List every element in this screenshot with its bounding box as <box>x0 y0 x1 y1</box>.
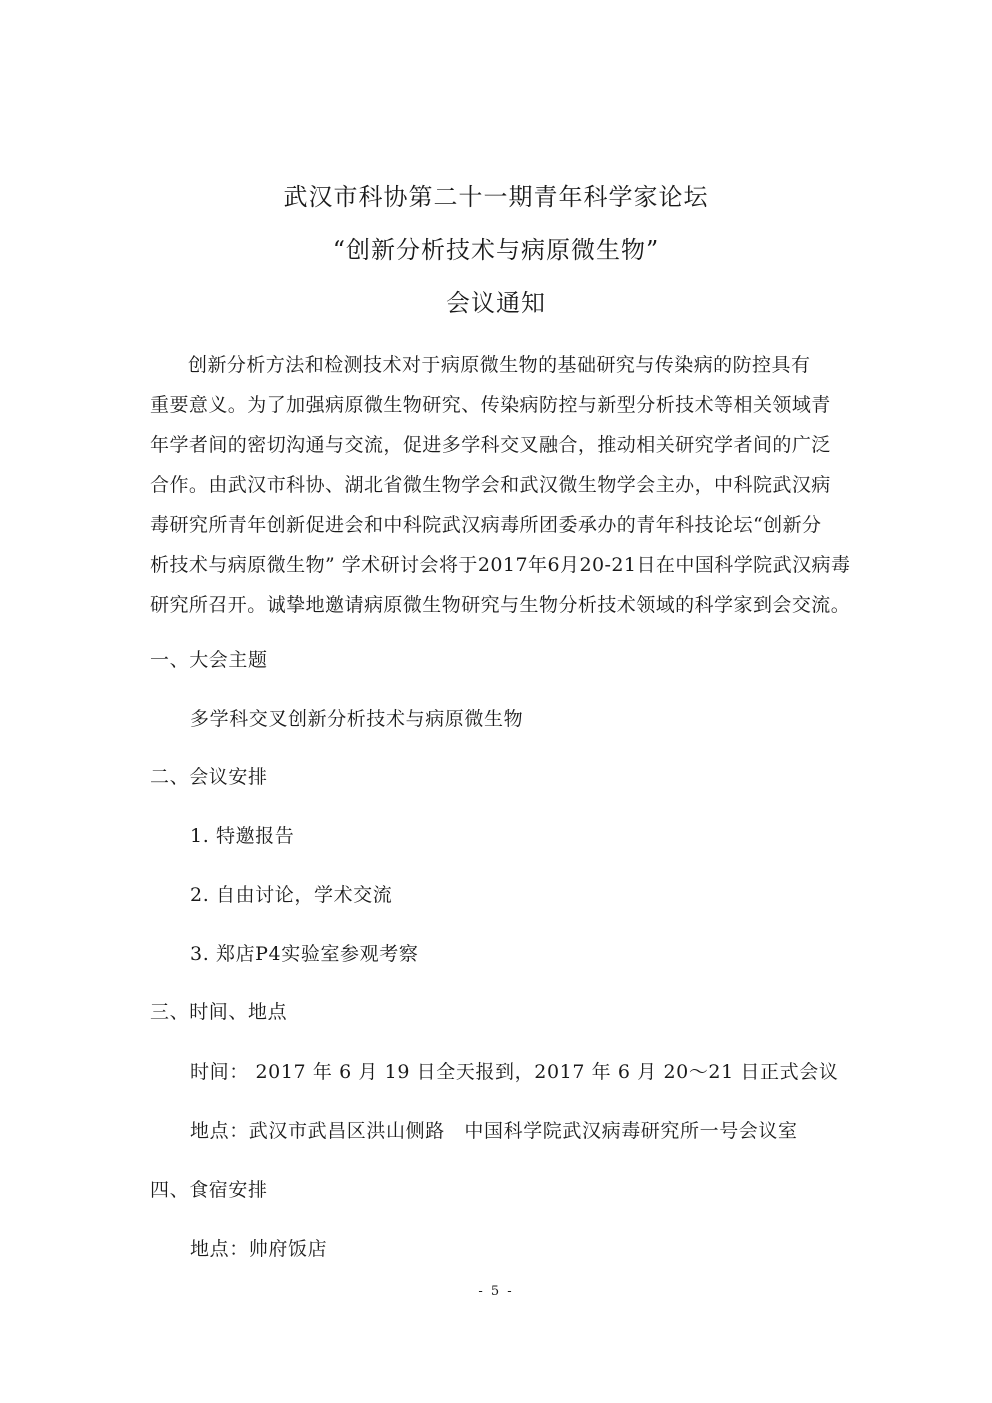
meeting-place: 地点：武汉市武昌区洪山侧路 中国科学院武汉病毒研究所一号会议室 <box>190 1120 798 1142</box>
section-heading-accommodation: 四、食宿安排 <box>150 1179 268 1201</box>
section-heading-schedule: 二、会议安排 <box>150 766 268 788</box>
section-heading-theme: 一、大会主题 <box>150 649 268 671</box>
intro-line: 研究所召开。诚挚地邀请病原微生物研究与生物分析技术领域的科学家到会交流。 <box>150 594 851 616</box>
page-number: - 5 - <box>478 1284 514 1299</box>
intro-line: 合作。由武汉市科协、湖北省微生物学会和武汉微生物学会主办，中科院武汉病 <box>150 474 831 496</box>
section-heading-time-place: 三、时间、地点 <box>150 1001 288 1023</box>
notice-heading: 会议通知 <box>446 289 546 317</box>
intro-paragraph <box>150 350 856 630</box>
accommodation-place: 地点：帅府饭店 <box>190 1238 328 1260</box>
document-title: 武汉市科协第二十一期青年科学家论坛 <box>283 183 709 211</box>
schedule-item: 2. 自由讨论，学术交流 <box>190 884 393 906</box>
intro-line: 年学者间的密切沟通与交流，促进多学科交叉融合，推动相关研究学者间的广泛 <box>150 434 831 456</box>
schedule-item: 1. 特邀报告 <box>190 825 295 847</box>
document-subtitle: “创新分析技术与病原微生物” <box>332 236 660 264</box>
intro-line: 析技术与病原微生物” 学术研讨会将于2017年6月20-21日在中国科学院武汉病毒 <box>150 554 851 576</box>
meeting-time: 时间： 2017 年 6 月 19 日全天报到，2017 年 6 月 20～21 日正式会议 <box>190 1061 839 1083</box>
intro-line: 毒研究所青年创新促进会和中科院武汉病毒所团委承办的青年科技论坛“创新分 <box>150 514 822 536</box>
theme-content: 多学科交叉创新分析技术与病原微生物 <box>190 708 524 730</box>
intro-line: 重要意义。为了加强病原微生物研究、传染病防控与新型分析技术等相关领域青 <box>150 394 831 416</box>
schedule-item: 3. 郑店P4实验室参观考察 <box>190 943 419 965</box>
intro-line: 创新分析方法和检测技术对于病原微生物的基础研究与传染病的防控具有 <box>188 354 811 376</box>
